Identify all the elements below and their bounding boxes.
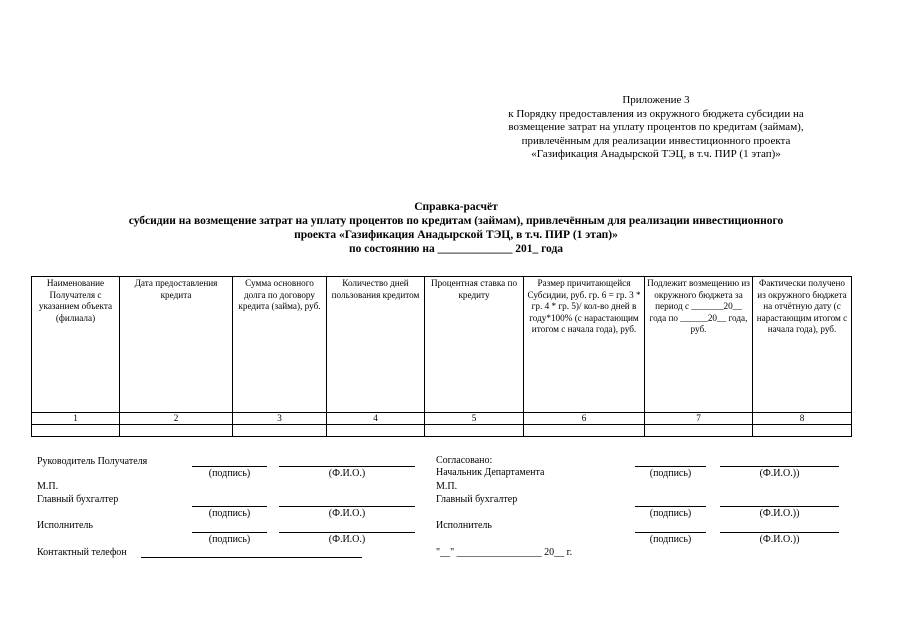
header-cell: Количество дней пользования кредитом [327, 277, 425, 413]
name-line[interactable] [720, 506, 839, 507]
header-row [32, 277, 852, 413]
column-number: 2 [120, 413, 233, 425]
data-cell[interactable] [425, 425, 524, 437]
signature-line[interactable] [192, 532, 267, 533]
column-number-row [32, 413, 852, 425]
contact-phone-label: Контактный телефон [37, 547, 127, 558]
name-caption: (Ф.И.О.)) [759, 508, 800, 519]
data-cell[interactable] [645, 425, 753, 437]
name-line[interactable] [279, 532, 415, 533]
data-cell[interactable] [524, 425, 645, 437]
header-cell: Сумма основного долга по договору кредита (займа), руб. [233, 277, 327, 413]
data-cell[interactable] [32, 425, 120, 437]
column-number: 8 [753, 413, 852, 425]
department-head-label: Начальник Департамента [436, 467, 545, 478]
signature-line[interactable] [192, 506, 267, 507]
table-row [32, 425, 852, 437]
data-cell[interactable] [233, 425, 327, 437]
name-line[interactable] [279, 506, 415, 507]
signature-line[interactable] [192, 466, 267, 467]
data-cell[interactable] [327, 425, 425, 437]
signature-line[interactable] [635, 506, 706, 507]
chief-accountant-label-right: Главный бухгалтер [436, 494, 518, 505]
header-cell: Дата предоставления кредита [120, 277, 233, 413]
title-line-4: по состоянию на _____________ 201_ года [348, 243, 564, 255]
signature-caption: (подпись) [649, 508, 692, 519]
appendix-block [470, 94, 842, 162]
header-cell: Процентная ставка по кредиту [425, 277, 524, 413]
stamp-label-right: М.П. [436, 481, 458, 492]
data-cell[interactable] [753, 425, 852, 437]
chief-accountant-label-left: Главный бухгалтер [37, 494, 119, 505]
header-cell: Размер причитающейся Субсидии, руб. гр. 6 = гр. 3 * гр. 4 * гр. 5)/ кол-во дней в году*100% (с нарастающим итогом с начала года), руб. [524, 277, 645, 413]
title-line-3: проекта «Газификация Анадырской ТЭЦ, в т.ч. ПИР (1 этап)» [294, 229, 618, 241]
name-caption: (Ф.И.О.) [328, 468, 366, 479]
column-number: 4 [327, 413, 425, 425]
signature-caption: (подпись) [208, 508, 251, 519]
signature-caption: (подпись) [649, 468, 692, 479]
name-caption: (Ф.И.О.)) [759, 468, 800, 479]
contact-phone-line[interactable] [141, 557, 362, 558]
document-title [40, 200, 872, 256]
title-line-2: субсидии на возмещение затрат на уплату процентов по кредитам (займам), привлечённым для реализации инвестиционного [128, 215, 784, 227]
header-cell: Подлежит возмещению из окружного бюджета за период с _______20__ года по ______20__ года, руб. [645, 277, 753, 413]
title-line-1: Справка-расчёт [414, 201, 498, 213]
name-caption: (Ф.И.О.) [328, 534, 366, 545]
recipient-head-label: Руководитель Получателя [37, 456, 148, 467]
appendix-line-2: к Порядку предоставления из окружного бюджета субсидии на [508, 107, 804, 120]
column-number: 3 [233, 413, 327, 425]
approval-date: "__" _________________ 20__ г. [436, 547, 573, 558]
appendix-line-3: возмещение затрат на уплату процентов по кредитам (займам), [508, 121, 804, 133]
name-line[interactable] [720, 532, 839, 533]
header-cell: Фактически получено из окружного бюджета на отчётную дату (с нарастающим итогом с начала года), руб. [753, 277, 852, 413]
appendix-line-4: привлечённым для реализации инвестиционного проекта [521, 134, 791, 147]
name-caption: (Ф.И.О.) [328, 508, 366, 519]
calculation-table [31, 276, 852, 437]
column-number: 5 [425, 413, 524, 425]
name-line[interactable] [279, 466, 415, 467]
name-line[interactable] [720, 466, 839, 467]
signature-caption: (подпись) [649, 534, 692, 545]
executor-label-right: Исполнитель [436, 520, 492, 531]
data-cell[interactable] [120, 425, 233, 437]
name-caption: (Ф.И.О.)) [759, 534, 800, 545]
column-number: 7 [645, 413, 753, 425]
header-cell: Наименование Получателя с указанием объекта (филиала) [32, 277, 120, 413]
stamp-label-left: М.П. [37, 481, 59, 492]
appendix-line-5: «Газификация Анадырской ТЭЦ, в т.ч. ПИР (1 этап)» [531, 148, 781, 160]
column-number: 1 [32, 413, 120, 425]
agreed-label: Согласовано: [436, 455, 493, 466]
appendix-line-1: Приложение 3 [622, 94, 690, 106]
signature-line[interactable] [635, 466, 706, 467]
signature-caption: (подпись) [208, 468, 251, 479]
signature-caption: (подпись) [208, 534, 251, 545]
column-number: 6 [524, 413, 645, 425]
signature-line[interactable] [635, 532, 706, 533]
executor-label-left: Исполнитель [37, 520, 93, 531]
